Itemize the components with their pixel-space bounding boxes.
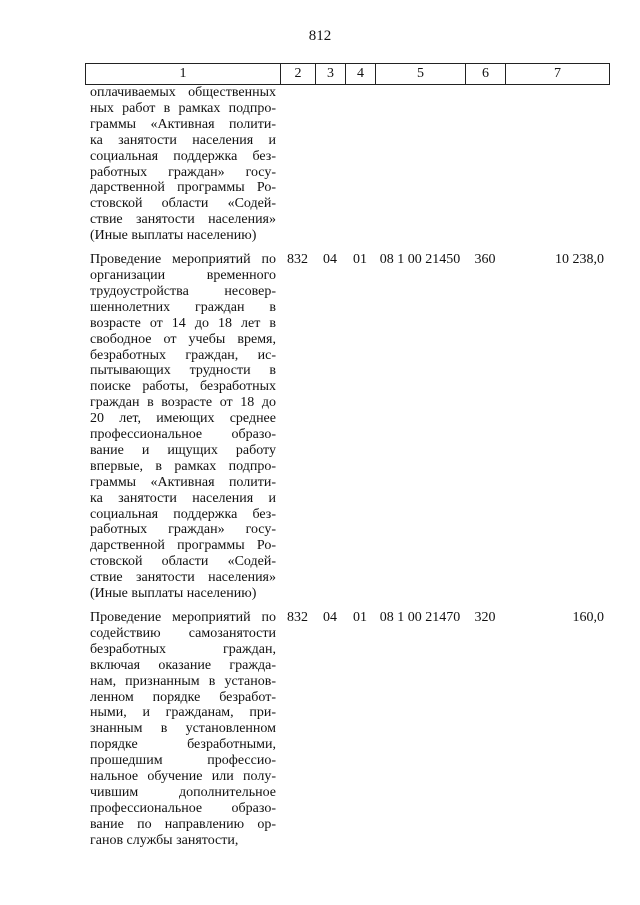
description-line: ка занятости населения и <box>90 490 276 506</box>
description-line: дарственной программы Ро- <box>90 538 276 554</box>
header-col-3: 3 <box>316 64 346 84</box>
description-line: трудоустройства несовер- <box>90 283 276 299</box>
table-row <box>85 610 610 849</box>
description-line: социальная поддержка без- <box>90 506 276 522</box>
description-line: вание и ищущих работу <box>90 442 276 458</box>
description-line: включая оказание гражда- <box>90 657 276 673</box>
header-col-1: 1 <box>86 64 281 84</box>
table-row <box>85 85 610 244</box>
description-line: ствие занятости населения» <box>90 570 276 586</box>
header-col-7: 7 <box>554 66 561 81</box>
description-line: вание по направлению ор- <box>90 816 276 832</box>
description-line: оплачиваемых общественных <box>90 85 276 100</box>
table-header-row <box>85 63 610 85</box>
row-description <box>85 252 280 602</box>
description-line: граммы «Активная полити- <box>90 116 276 132</box>
description-line: граждан в возрасте от 18 до <box>90 395 276 411</box>
description-line: возрасте от 14 до 18 лет в <box>90 315 276 331</box>
description-line: граммы «Активная полити- <box>90 474 276 490</box>
row-subsection: 01 <box>353 252 367 268</box>
row-admin-code: 832 <box>287 610 308 625</box>
description-line: 20 лет, имеющих среднее <box>90 411 276 427</box>
description-line: работных граждан» госу- <box>90 522 276 538</box>
description-line: нальное обучение или полу- <box>90 769 276 785</box>
table-row <box>85 252 610 602</box>
row-section <box>315 85 345 244</box>
description-line: дарственной программы Ро- <box>90 180 276 196</box>
description-line: безработных граждан, <box>90 641 276 657</box>
header-col-6: 6 <box>466 64 506 84</box>
row-expense-type: 360 <box>474 252 496 268</box>
row-admin-code <box>280 85 315 244</box>
row-amount: 10 238,0 <box>555 252 604 268</box>
row-target-article: 08 1 00 21450 <box>379 252 461 268</box>
row-subsection: 01 <box>353 610 367 625</box>
description-line: впервые, в рамках подпро- <box>90 458 276 474</box>
description-line: ка занятости населения и <box>90 132 276 148</box>
description-line: шеннолетних граждан в <box>90 299 276 315</box>
description-line: чившим дополнительное <box>90 784 276 800</box>
row-expense-type: 320 <box>474 610 496 625</box>
description-line: свободное от учебы время, <box>90 331 276 347</box>
description-line: прошедшим профессио- <box>90 753 276 769</box>
description-line: безработных граждан, ис- <box>90 347 276 363</box>
description-line: (Иные выплаты населению) <box>90 586 257 602</box>
row-expense-type <box>465 85 505 244</box>
page-number: 812 <box>308 28 332 44</box>
description-line: стовской области «Содей- <box>90 196 276 212</box>
row-amount: 160,0 <box>572 610 604 625</box>
row-description <box>85 610 280 849</box>
description-line: ствие занятости населения» <box>90 212 276 228</box>
description-line: (Иные выплаты населению) <box>90 228 257 244</box>
description-line: организации временного <box>90 267 276 283</box>
description-line: пытывающих трудности в <box>90 363 276 379</box>
description-line: поиске работы, безработных <box>90 379 276 395</box>
row-subsection <box>345 85 375 244</box>
description-line: ных работ в рамках подпро- <box>90 100 276 116</box>
description-line: ганов службы занятости, <box>90 832 239 848</box>
description-line: профессиональное образо- <box>90 427 276 443</box>
header-col-4: 4 <box>346 64 376 84</box>
description-line: знанным в установленном <box>90 721 276 737</box>
header-col-5: 5 <box>376 64 466 84</box>
row-section: 04 <box>323 610 337 625</box>
row-target-article <box>375 85 465 244</box>
header-col-2: 2 <box>281 64 316 84</box>
row-amount <box>505 85 610 244</box>
description-line: ными, и гражданам, при- <box>90 705 276 721</box>
table-body <box>85 85 610 849</box>
row-description <box>85 85 280 244</box>
description-line: работных граждан» госу- <box>90 164 276 180</box>
description-line: стовской области «Содей- <box>90 554 276 570</box>
description-line: содействию самозанятости <box>90 625 276 641</box>
description-line: нам, признанным в установ- <box>90 673 276 689</box>
description-line: профессиональное образо- <box>90 800 276 816</box>
row-section: 04 <box>323 252 337 268</box>
row-admin-code: 832 <box>287 252 308 268</box>
description-line: порядке безработными, <box>90 737 276 753</box>
description-line: Проведение мероприятий по <box>90 610 276 625</box>
row-target-article: 08 1 00 21470 <box>379 610 461 625</box>
description-line: Проведение мероприятий по <box>90 252 276 268</box>
description-line: ленном порядке безработ- <box>90 689 276 705</box>
description-line: социальная поддержка без- <box>90 148 276 164</box>
